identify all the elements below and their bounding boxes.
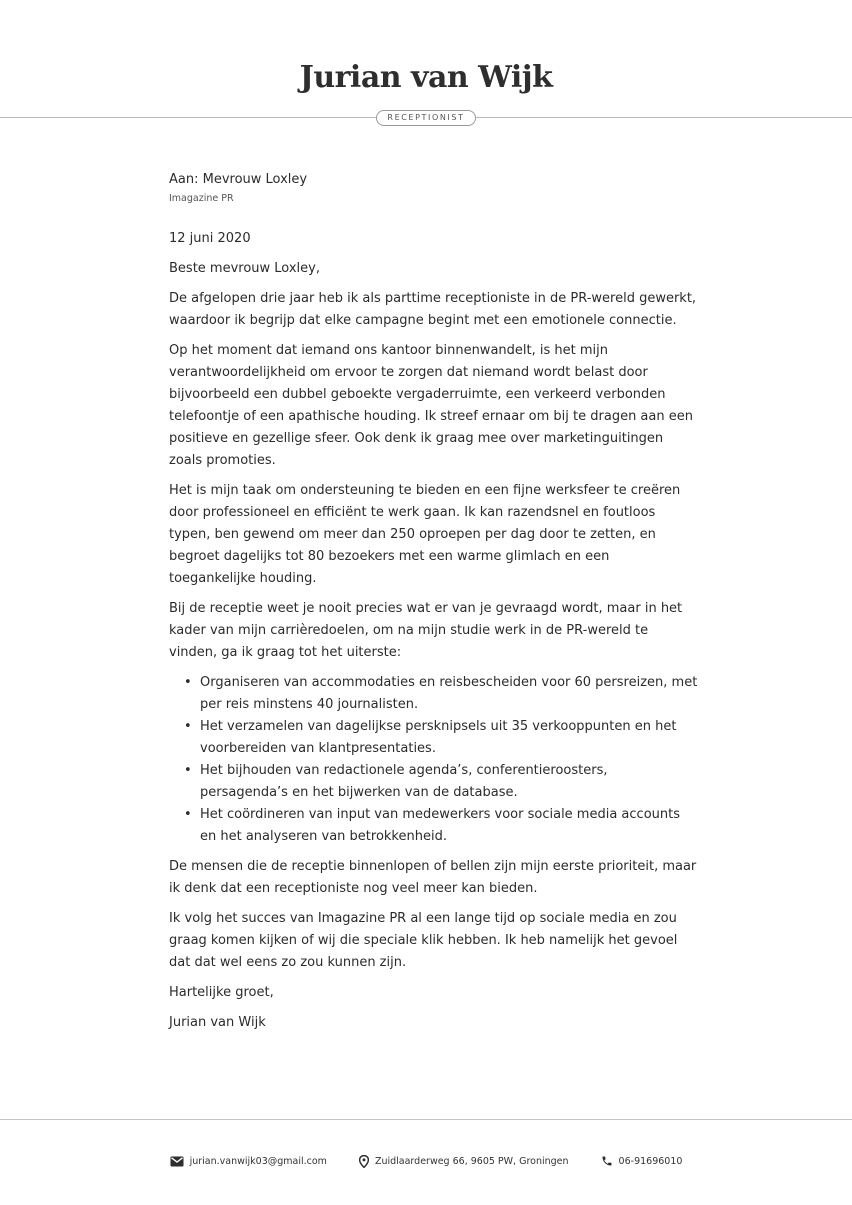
list-item — [169, 672, 699, 716]
bullet-icon: • — [184, 675, 192, 690]
contact-address — [359, 1155, 569, 1168]
closing-line: Hartelijke groet, — [169, 985, 274, 1000]
role-badge: RECEPTIONIST — [376, 110, 476, 126]
email-text[interactable]: jurian.vanwijk03@gmail.com — [189, 1155, 327, 1167]
achievements-list — [169, 672, 699, 848]
paragraph-motivation: Ik volg het succes van Imagazine PR al een lange tijd op sociale media en zou graag komen kijken of wij die speciale klik hebben. Ik heb namelijk het gevoel dat dat wel eens zo zou kunnen zijn. — [169, 911, 678, 970]
paragraph-goals: Bij de receptie weet je nooit precies wat er van je gevraagd wordt, maar in het kader van mijn carrièredoelen, om na mijn studie werk in de PR-wereld te vinden, ga ik graag tot het uiterste: — [169, 601, 683, 660]
list-item — [169, 760, 699, 804]
list-item-text: Het bijhouden van redactionele agenda’s, conferentieroosters, persagenda’s en het bijwerken van de database. — [200, 763, 608, 800]
paragraph-skills: Het is mijn taak om ondersteuning te bieden en een fijne werksfeer te creëren door professioneel en efficiënt te werk gaan. Ik kan razendsnel en foutloos typen, ben gewend om meer dan 250 oproepen per dag door te zetten, en begroet dagelijks tot 80 bezoekers met een warme glimlach en een toegankelijke houding. — [169, 483, 681, 586]
list-item-text: Organiseren van accommodaties en reisbescheiden voor 60 persreizen, met per reis minstens 40 journalisten. — [200, 675, 698, 712]
list-item — [169, 716, 699, 760]
list-item-text: Het verzamelen van dagelijkse persknipsels uit 35 verkooppunten en het voorbereiden van klantpresentaties. — [200, 719, 677, 756]
signature-name: Jurian van Wijk — [169, 1015, 266, 1030]
paragraph-responsibilities: Op het moment dat iemand ons kantoor binnenwandelt, is het mijn verantwoordelijkheid om ervoor te zorgen dat niemand wordt belast door bijvoorbeeld een dubbel geboekte vergaderruimte, een verkeerd verbonden telefoontje of een apathische houding. Ik streef ernaar om bij te dragen aan een positieve en gezellige sfeer. Ook denk ik graag mee over marketinguitingen zoals promoties. — [169, 343, 693, 468]
bullet-icon: • — [184, 763, 192, 778]
list-item-text: Het coördineren van input van medewerkers voor sociale media accounts en het analyseren van betrokkenheid. — [200, 807, 680, 844]
contact-footer — [0, 1151, 852, 1171]
bullet-icon: • — [184, 807, 192, 822]
recipient-company: Imagazine PR — [169, 193, 234, 204]
recipient-line: Aan: Mevrouw Loxley — [169, 172, 308, 187]
letter-date: 12 juni 2020 — [169, 231, 251, 246]
bullet-icon: • — [184, 719, 192, 734]
address-text: Zuidlaarderweg 66, 9605 PW, Groningen — [374, 1155, 569, 1167]
envelope-icon — [170, 1156, 184, 1167]
phone-icon — [601, 1155, 613, 1167]
contact-phone[interactable] — [601, 1155, 683, 1167]
paragraph-priority: De mensen die de receptie binnenlopen of bellen zijn mijn eerste prioriteit, maar ik denk dat een receptioniste nog veel meer kan bieden. — [169, 859, 697, 896]
cover-letter-body — [169, 170, 699, 1034]
salutation: Beste mevrouw Loxley, — [169, 261, 320, 276]
phone-text[interactable]: 06-91696010 — [618, 1155, 683, 1167]
map-pin-icon — [359, 1155, 369, 1168]
footer-divider — [0, 1119, 852, 1120]
applicant-name: Jurian van Wijk — [299, 60, 553, 95]
list-item — [169, 804, 699, 848]
contact-email[interactable] — [170, 1156, 327, 1167]
paragraph-intro: De afgelopen drie jaar heb ik als parttime receptioniste in de PR-wereld gewerkt, waardoor ik begrijp dat elke campagne begint met een emotionele connectie. — [169, 291, 697, 328]
